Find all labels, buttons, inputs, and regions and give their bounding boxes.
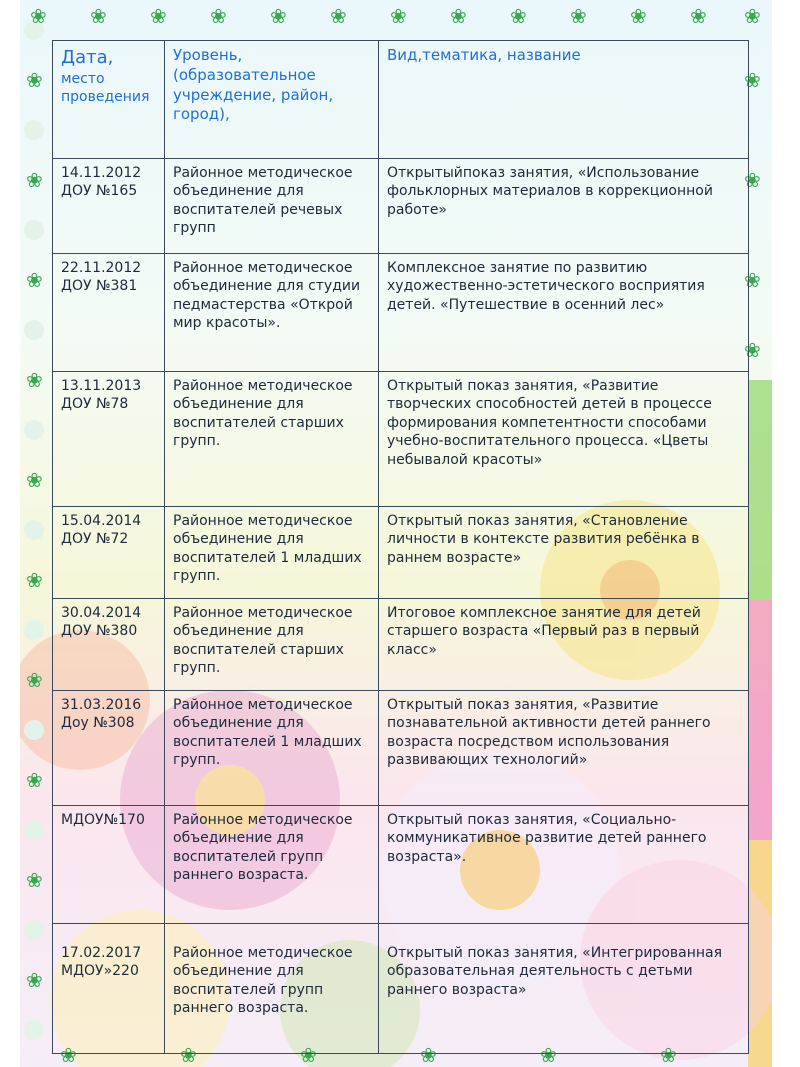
- level-cell: Районное методическое объединение для воспитателей старших групп.: [165, 599, 379, 691]
- events-table: [52, 40, 749, 1054]
- title-cell: Открытыйпоказ занятия, «Использование фольклорных материалов в коррекционной работе»: [379, 159, 749, 254]
- date-cell: [53, 806, 165, 924]
- flower-icon: ❀: [744, 4, 761, 28]
- flower-icon: ❀: [744, 68, 761, 92]
- flower-icon: ❀: [570, 4, 587, 28]
- table-row: [53, 159, 749, 254]
- flower-icon: ❀: [26, 868, 43, 892]
- table-row: [53, 372, 749, 507]
- event-place: ДОУ №72: [61, 531, 129, 548]
- event-date: 15.04.2014: [61, 513, 142, 529]
- header-level: Уровень, (образовательное учреждение, район, город),: [165, 41, 379, 159]
- flower-icon: ❀: [26, 268, 43, 292]
- title-cell: Открытый показ занятия, «Развитие познавательной активности детей раннего возраста посредством использования развивающих технологий»: [379, 691, 749, 806]
- event-date: 30.04.2014: [61, 605, 142, 621]
- event-place: ДОУ №78: [61, 396, 129, 413]
- level-cell: Районное методическое объединение для воспитателей 1 младших групп.: [165, 507, 379, 599]
- flower-icon: ❀: [660, 1043, 677, 1067]
- title-cell: Открытый показ занятия, «Социально-коммуникативное развитие детей раннего возраста».: [379, 806, 749, 924]
- date-cell: [53, 691, 165, 806]
- title-cell: Комплексное занятие по развитию художественно-эстетического восприятия детей. «Путешествие в осенний лес»: [379, 254, 749, 372]
- flower-icon: ❀: [300, 1043, 317, 1067]
- level-cell: Районное методическое объединение для воспитателей речевых групп: [165, 159, 379, 254]
- flower-icon: ❀: [744, 268, 761, 292]
- date-cell: [53, 159, 165, 254]
- header-date: [53, 41, 165, 159]
- date-cell: [53, 254, 165, 372]
- flower-icon: ❀: [210, 4, 227, 28]
- level-cell: Районное методическое объединение для воспитателей старших групп.: [165, 372, 379, 507]
- flower-icon: ❀: [26, 568, 43, 592]
- flower-icon: ❀: [270, 4, 287, 28]
- flower-icon: ❀: [690, 4, 707, 28]
- flower-icon: ❀: [26, 768, 43, 792]
- flower-icon: ❀: [26, 668, 43, 692]
- header-date-sub2: проведения: [61, 89, 150, 106]
- flower-icon: ❀: [26, 468, 43, 492]
- flower-icon: ❀: [390, 4, 407, 28]
- level-cell: Районное методическое объединение для воспитателей групп раннего возраста.: [165, 924, 379, 1054]
- flower-icon: ❀: [26, 168, 43, 192]
- flower-icon: ❀: [26, 968, 43, 992]
- table-row: [53, 924, 749, 1054]
- date-cell: [53, 507, 165, 599]
- header-date-title: Дата,: [61, 47, 114, 68]
- table-row: [53, 691, 749, 806]
- event-place: МДОУ№170: [61, 812, 145, 828]
- flower-icon: ❀: [26, 368, 43, 392]
- event-place: ДОУ №380: [61, 623, 138, 640]
- flower-icon: ❀: [744, 338, 761, 362]
- flower-icon: ❀: [180, 1043, 197, 1067]
- title-cell: Открытый показ занятия, «Развитие творческих способностей детей в процессе формирования компетентности способами учебно-воспитательного процесса. «Цветы небывалой красоты»: [379, 372, 749, 507]
- header-date-sub1: место: [61, 70, 105, 87]
- title-cell: Открытый показ занятия, «Становление личности в контексте развития ребёнка в раннем возрасте»: [379, 507, 749, 599]
- event-place: ДОУ №165: [61, 183, 138, 200]
- date-cell: [53, 924, 165, 1054]
- event-date: 17.02.2017: [61, 945, 142, 961]
- title-cell: Итоговое комплексное занятие для детей старшего возраста «Первый раз в первый класс»: [379, 599, 749, 691]
- flower-icon: ❀: [510, 4, 527, 28]
- title-cell: Открытый показ занятия, «Интегрированная образовательная деятельность с детьми раннего возраста»: [379, 924, 749, 1054]
- flower-icon: ❀: [60, 1043, 77, 1067]
- event-date: 13.11.2013: [61, 378, 142, 394]
- event-date: 14.11.2012: [61, 165, 142, 181]
- event-date: 31.03.2016: [61, 697, 142, 713]
- flower-icon: ❀: [630, 4, 647, 28]
- event-place: ДОУ №381: [61, 278, 138, 295]
- flower-icon: ❀: [150, 4, 167, 28]
- header-type: Вид,тематика, название: [379, 41, 749, 159]
- table-row: [53, 507, 749, 599]
- flower-icon: ❀: [90, 4, 107, 28]
- table-row: [53, 599, 749, 691]
- flower-icon: ❀: [420, 1043, 437, 1067]
- flower-icon: ❀: [744, 168, 761, 192]
- date-cell: [53, 372, 165, 507]
- flower-icon: ❀: [26, 68, 43, 92]
- flower-icon: ❀: [450, 4, 467, 28]
- level-cell: Районное методическое объединение для воспитателей групп раннего возраста.: [165, 806, 379, 924]
- flower-icon: ❀: [540, 1043, 557, 1067]
- event-date: 22.11.2012: [61, 260, 142, 276]
- flower-icon: ❀: [330, 4, 347, 28]
- level-cell: Районное методическое объединение для студии педмастерства «Открой мир красоты».: [165, 254, 379, 372]
- date-cell: [53, 599, 165, 691]
- level-cell: Районное методическое объединение для воспитателей 1 младших групп.: [165, 691, 379, 806]
- table-row: [53, 254, 749, 372]
- table-row: [53, 806, 749, 924]
- table-header-row: [53, 41, 749, 159]
- event-place: МДОУ»220: [61, 963, 139, 980]
- event-place: Доу №308: [61, 715, 135, 732]
- flower-icon: ❀: [30, 4, 47, 28]
